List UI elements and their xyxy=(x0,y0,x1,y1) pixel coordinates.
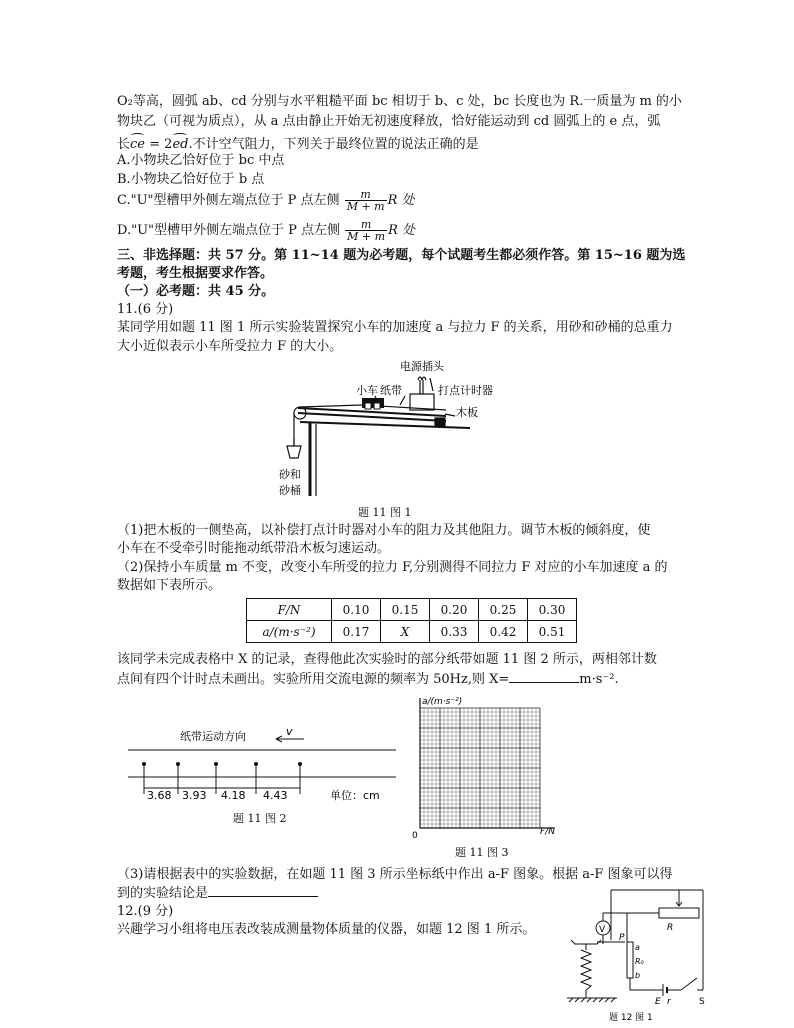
q11-after-2: 点间有四个计时点未画出。实验所用交流电源的频率为 50Hz,则 X= m·s⁻². xyxy=(117,672,619,687)
tape-segment-4: 4.43 xyxy=(263,789,288,802)
label-board: 木板 xyxy=(456,406,478,419)
section3-subheading: （一）必考题：共 45 分。 xyxy=(117,284,275,299)
tape-segment-2: 3.93 xyxy=(182,789,207,802)
q10-option-a: A.小物块乙恰好位于 bc 中点 xyxy=(117,153,285,168)
arc-ed: ed xyxy=(172,133,188,153)
q11-part1-b: 小车在不受牵引时能拖动纸带沿木板匀速运动。 xyxy=(117,541,391,556)
table-cell: 0.51 xyxy=(528,621,577,643)
label-voltmeter: V xyxy=(599,925,606,935)
label-P: P xyxy=(619,933,625,943)
label-S: S xyxy=(699,997,705,1007)
fraction-m-over-Mm: $\frac{m}{M + m}$ xyxy=(346,188,385,213)
figure-11-1 xyxy=(270,358,493,500)
q11-part2-a: （2)保持小车质量 m 不变，改变小车所受的拉力 F,分别测得不同拉力 F 对应的小车加速度 a 的 xyxy=(117,560,668,575)
q11-after-1: 该同学未完成表格中 X 的记录，查得他此次实验时的部分纸带如题 11 图 2 所示，两相邻计数 xyxy=(117,652,657,667)
label-R: R xyxy=(667,923,674,933)
q10-option-c: C."U"型槽甲外侧左端点位于 P 点左侧 $\frac{m}{M + m}$ R 处 xyxy=(117,188,415,213)
q11-intro-2: 大小近似表示小车所受拉力 F 的大小。 xyxy=(117,339,343,354)
answer-blank-conclusion[interactable] xyxy=(208,884,318,897)
label-E: E xyxy=(655,997,661,1007)
q10-option-b: B.小物块乙恰好位于 b 点 xyxy=(117,172,265,187)
q11-part3-b: 到的实验结论是 xyxy=(117,884,318,902)
label-timer: 打点计时器 xyxy=(438,384,493,397)
section3-heading-2: 考题，考生根据要求作答。 xyxy=(117,266,274,281)
grid-origin: 0 xyxy=(412,831,418,841)
label-velocity: v xyxy=(286,725,293,738)
table-cell: 0.42 xyxy=(479,621,528,643)
table-cell: X xyxy=(381,621,430,643)
grid-xlabel: F/N xyxy=(540,827,555,837)
figure-12-1 xyxy=(563,878,723,1026)
q12-number: 12.(9 分) xyxy=(117,904,174,919)
label-a: a xyxy=(635,943,640,952)
table-header-F: F/N xyxy=(247,599,332,621)
table-cell: 0.17 xyxy=(332,621,381,643)
label-car: 小车 xyxy=(356,384,378,397)
figure-12-1-caption: 题 12 图 1 xyxy=(609,1013,653,1023)
fraction-m-over-Mm: $\frac{m}{M + m}$ xyxy=(347,218,386,243)
table-cell: 0.15 xyxy=(381,599,430,621)
data-table xyxy=(246,598,577,643)
tape-segment-1: 3.68 xyxy=(147,789,172,802)
label-sand-2: 砂桶 xyxy=(279,484,301,497)
label-b: b xyxy=(635,971,641,980)
figure-11-3 xyxy=(408,694,568,840)
label-tape-direction: 纸带运动方向 xyxy=(180,730,246,743)
grid-paper xyxy=(420,698,554,828)
table-header-a: a/(m·s⁻²) xyxy=(247,621,332,643)
table-cell: 0.33 xyxy=(430,621,479,643)
tape-segment-3: 4.18 xyxy=(221,789,246,802)
label-sand-1: 砂和 xyxy=(279,468,301,481)
table-cell: 0.20 xyxy=(430,599,479,621)
q10-line1: O₂等高，圆弧 ab、cd 分别与水平粗糙平面 bc 相切于 b、c 处，bc 长度也为 R.一质量为 m 的小 xyxy=(117,94,682,109)
q11-number: 11.(6 分) xyxy=(117,302,174,317)
figure-11-2 xyxy=(126,722,398,822)
label-power-plug: 电源插头 xyxy=(400,360,444,373)
figure-11-1-caption: 题 11 图 1 xyxy=(358,506,412,519)
q11-intro-1: 某同学用如题 11 图 1 所示实验装置探究小车的加速度 a 与拉力 F 的关系，用砂和砂桶的总重力 xyxy=(117,320,673,335)
table-row xyxy=(247,599,577,621)
label-r: r xyxy=(667,997,671,1007)
q10-line3: 长 ce = 2 ed.不计空气阻力，下列关于最终位置的说法正确的是 xyxy=(117,133,479,153)
figure-11-2-caption: 题 11 图 2 xyxy=(233,812,287,825)
table-row xyxy=(247,621,577,643)
q11-part3-a: （3)请根据表中的实验数据，在如题 11 图 3 所示坐标纸中作出 a-F 图象。根据 a-F 图象可以得 xyxy=(117,867,673,882)
q12-intro: 兴趣学习小组将电压表改装成测量物体质量的仪器，如题 12 图 1 所示。 xyxy=(117,922,536,937)
table-cell: 0.25 xyxy=(479,599,528,621)
table-cell: 0.30 xyxy=(528,599,577,621)
table-cell: 0.10 xyxy=(332,599,381,621)
label-R0: R₀ xyxy=(635,957,644,966)
q10-option-d: D."U"型槽甲外侧左端点位于 P 点左侧 $\frac{m}{M + m}$ R 处 xyxy=(117,218,415,243)
section3-heading-1: 三、非选择题：共 57 分。第 11~14 题为必考题，每个试题考生都必须作答。第 15~16 题为选 xyxy=(117,248,686,263)
answer-blank-x[interactable] xyxy=(509,670,579,683)
grid-ylabel: a/(m·s⁻²) xyxy=(422,697,463,707)
q11-part2-b: 数据如下表所示。 xyxy=(117,578,222,593)
tape-unit: 单位：cm xyxy=(330,789,380,802)
label-tape: 纸带 xyxy=(380,384,402,397)
q10-line2: 物块乙（可视为质点），从 a 点由静止开始无初速度释放，恰好能运动到 cd 圆弧上的 e 点，弧 xyxy=(117,114,661,129)
arc-ce: ce xyxy=(130,133,145,153)
q11-part1-a: （1)把木板的一侧垫高，以补偿打点计时器对小车的阻力及其他阻力。调节木板的倾斜度，使 xyxy=(117,523,651,538)
figure-11-3-caption: 题 11 图 3 xyxy=(455,846,509,859)
